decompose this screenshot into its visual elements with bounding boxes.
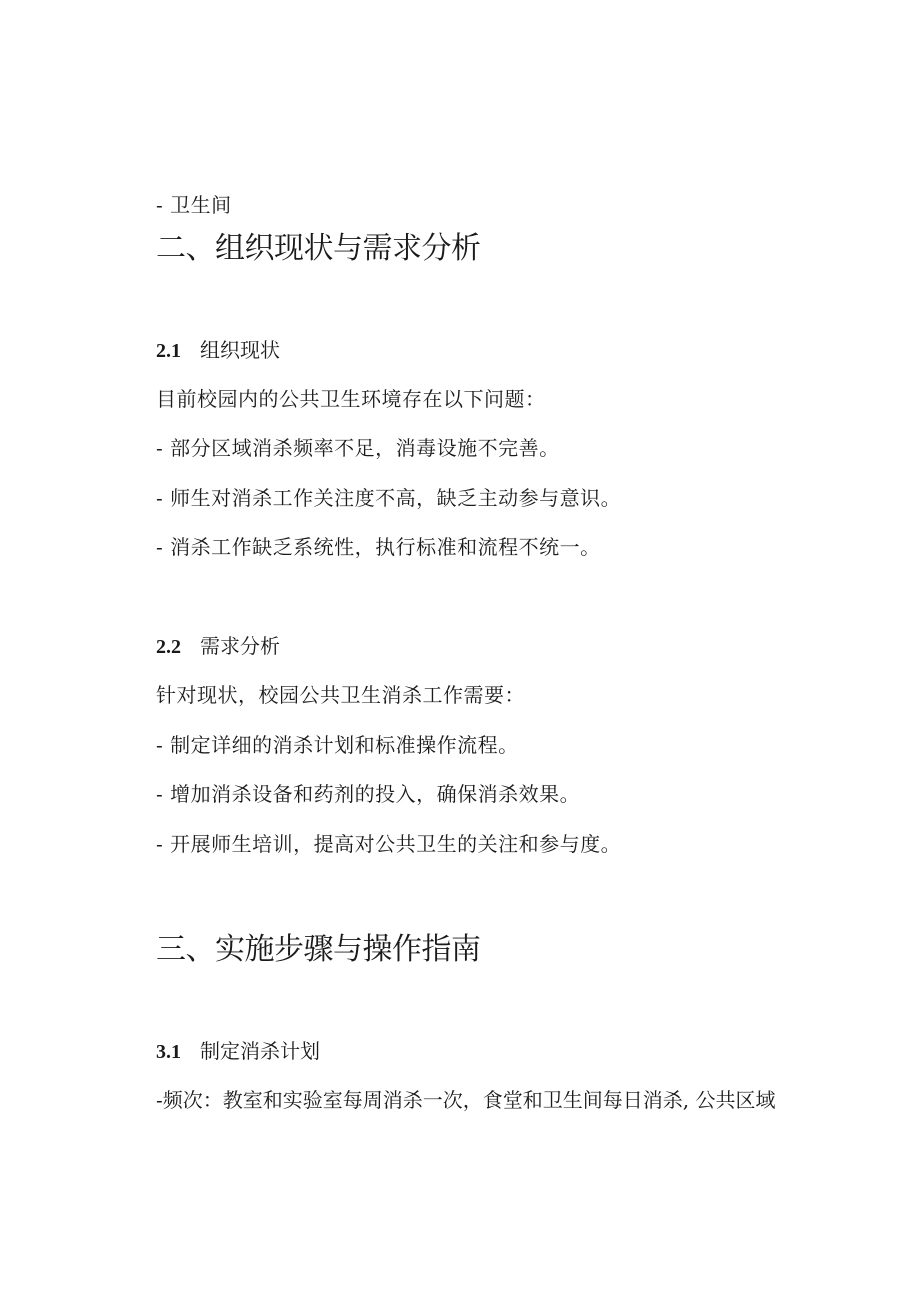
bullet-item: - 师生对消杀工作关注度不高，缺乏主动参与意识。 (156, 486, 622, 510)
bullet-item: - 部分区域消杀频率不足，消毒设施不完善。 (156, 436, 560, 460)
subsection-title: 制定消杀计划 (200, 1039, 320, 1063)
bullet-item: - 制定详细的消杀计划和标准操作流程。 (156, 733, 519, 757)
subsection-title: 组织现状 (200, 338, 280, 362)
bullet-item: - 卫生间 (156, 193, 232, 217)
subsection-heading (156, 1041, 320, 1062)
subsection-number: 2.2 (156, 636, 181, 658)
section-heading: 二、组织现状与需求分析 (156, 231, 481, 266)
subsection-title: 需求分析 (200, 634, 280, 658)
subsection-heading (156, 340, 280, 361)
subsection-number: 2.1 (156, 340, 181, 362)
subsection-number: 3.1 (156, 1041, 181, 1063)
paragraph: -频次：教室和实验室每周消杀一次，食堂和卫生间每日消杀, 公共区域 (156, 1088, 776, 1112)
subsection-heading (156, 636, 280, 657)
section-heading: 三、实施步骤与操作指南 (156, 932, 481, 967)
paragraph: 目前校园内的公共卫生环境存在以下问题： (156, 387, 546, 411)
bullet-item: - 开展师生培训，提高对公共卫生的关注和参与度。 (156, 832, 622, 856)
paragraph: 针对现状，校园公共卫生消杀工作需要： (156, 683, 525, 707)
bullet-item: - 增加消杀设备和药剂的投入，确保消杀效果。 (156, 782, 581, 806)
bullet-item: - 消杀工作缺乏系统性，执行标准和流程不统一。 (156, 535, 601, 559)
